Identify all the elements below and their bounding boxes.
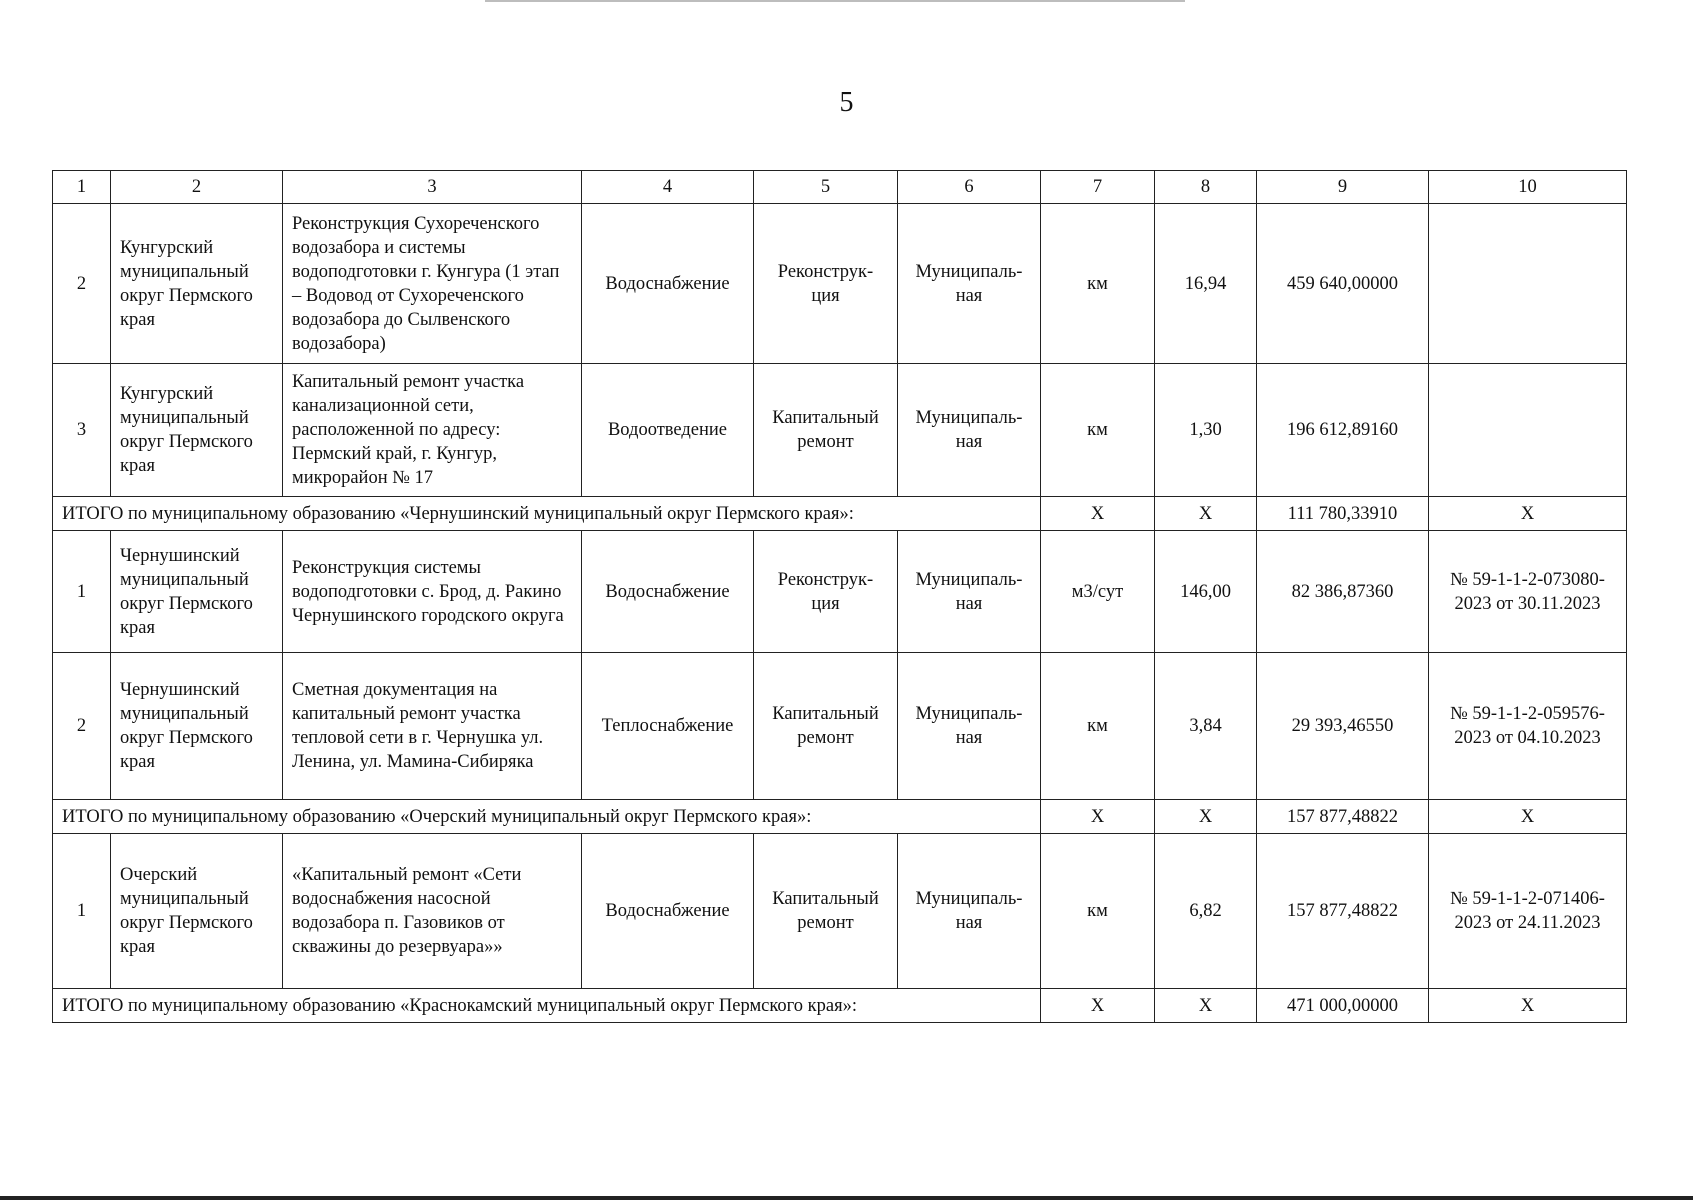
cost-cell: 29 393,46550 <box>1257 653 1429 800</box>
row-number-cell: 1 <box>53 531 111 653</box>
ownership-cell: Муниципаль- ная <box>898 204 1041 364</box>
work-type-cell: Капитальный ремонт <box>754 364 898 497</box>
table-row <box>53 364 1627 497</box>
capacity-cell: 16,94 <box>1155 204 1257 364</box>
object-name-cell: Реконструкция системы водоподготовки с. Брод, д. Ракино Чернушинского городского округа <box>283 531 582 653</box>
column-number: 6 <box>898 171 1041 204</box>
row-number-cell: 1 <box>53 834 111 989</box>
cost-cell: 196 612,89160 <box>1257 364 1429 497</box>
bottom-scan-edge <box>0 1196 1693 1200</box>
column-number: 8 <box>1155 171 1257 204</box>
capacity-cell: Х <box>1155 800 1257 834</box>
municipality-cell: Очерский муниципальный округ Пермского края <box>111 834 283 989</box>
expertise-cell: Х <box>1429 989 1627 1023</box>
cost-cell: 471 000,00000 <box>1257 989 1429 1023</box>
table-row <box>53 204 1627 364</box>
unit-cell: Х <box>1041 989 1155 1023</box>
work-type-cell: Капитальный ремонт <box>754 834 898 989</box>
column-number: 2 <box>111 171 283 204</box>
expertise-cell: Х <box>1429 800 1627 834</box>
subtotal-label: ИТОГО по муниципальному образованию «Краснокамский муниципальный округ Пермского края»: <box>53 989 1041 1023</box>
ownership-cell: Муниципаль- ная <box>898 531 1041 653</box>
expertise-cell: № 59-1-1-2-071406-2023 от 24.11.2023 <box>1429 834 1627 989</box>
capacity-cell: 146,00 <box>1155 531 1257 653</box>
row-number-cell: 3 <box>53 364 111 497</box>
cost-cell: 157 877,48822 <box>1257 834 1429 989</box>
capacity-cell: Х <box>1155 497 1257 531</box>
cost-cell: 459 640,00000 <box>1257 204 1429 364</box>
column-number: 4 <box>582 171 754 204</box>
unit-cell: Х <box>1041 497 1155 531</box>
object-name-cell: Капитальный ремонт участка канализационной сети, расположенной по адресу: Пермский край, г. Кунгур, микрорайон № 17 <box>283 364 582 497</box>
municipality-cell: Чернушинский муниципальный округ Пермского края <box>111 531 283 653</box>
object-name-cell: «Капитальный ремонт «Сети водоснабжения насосной водозабора п. Газовиков от скважины до резервуара»» <box>283 834 582 989</box>
sphere-cell: Водоснабжение <box>582 204 754 364</box>
column-number: 7 <box>1041 171 1155 204</box>
sphere-cell: Теплоснабжение <box>582 653 754 800</box>
column-number: 9 <box>1257 171 1429 204</box>
ownership-cell: Муниципаль- ная <box>898 364 1041 497</box>
sphere-cell: Водоотведение <box>582 364 754 497</box>
unit-cell: км <box>1041 834 1155 989</box>
table-row <box>53 531 1627 653</box>
subtotal-row <box>53 989 1627 1023</box>
capacity-cell: 3,84 <box>1155 653 1257 800</box>
column-number-row <box>53 171 1627 204</box>
object-name-cell: Сметная документация на капитальный ремонт участка тепловой сети в г. Чернушка ул. Ленина, ул. Мамина-Сибиряка <box>283 653 582 800</box>
row-number-cell: 2 <box>53 204 111 364</box>
object-name-cell: Реконструкция Сухореченского водозабора и системы водоподготовки г. Кунгура (1 этап – Водовод от Сухореченского водозабора до Сылвенского водозабора) <box>283 204 582 364</box>
capacity-cell: 6,82 <box>1155 834 1257 989</box>
unit-cell: км <box>1041 204 1155 364</box>
expertise-cell: Х <box>1429 497 1627 531</box>
work-type-cell: Капитальный ремонт <box>754 653 898 800</box>
unit-cell: км <box>1041 364 1155 497</box>
unit-cell: км <box>1041 653 1155 800</box>
ownership-cell: Муниципаль- ная <box>898 653 1041 800</box>
projects-table <box>52 170 1627 1023</box>
municipality-cell: Кунгурский муниципальный округ Пермского края <box>111 204 283 364</box>
table-row <box>53 834 1627 989</box>
top-scan-edge <box>485 0 1185 2</box>
column-number: 5 <box>754 171 898 204</box>
column-number: 1 <box>53 171 111 204</box>
column-number: 10 <box>1429 171 1627 204</box>
unit-cell: Х <box>1041 800 1155 834</box>
expertise-cell: № 59-1-1-2-059576-2023 от 04.10.2023 <box>1429 653 1627 800</box>
subtotal-row <box>53 497 1627 531</box>
column-number: 3 <box>283 171 582 204</box>
subtotal-label: ИТОГО по муниципальному образованию «Очерский муниципальный округ Пермского края»: <box>53 800 1041 834</box>
unit-cell: м3/сут <box>1041 531 1155 653</box>
municipality-cell: Кунгурский муниципальный округ Пермского края <box>111 364 283 497</box>
cost-cell: 157 877,48822 <box>1257 800 1429 834</box>
expertise-cell <box>1429 204 1627 364</box>
capacity-cell: 1,30 <box>1155 364 1257 497</box>
subtotal-row <box>53 800 1627 834</box>
row-number-cell: 2 <box>53 653 111 800</box>
sphere-cell: Водоснабжение <box>582 834 754 989</box>
sphere-cell: Водоснабжение <box>582 531 754 653</box>
work-type-cell: Реконструк- ция <box>754 531 898 653</box>
page-number: 5 <box>839 87 854 118</box>
expertise-cell: № 59-1-1-2-073080-2023 от 30.11.2023 <box>1429 531 1627 653</box>
table-row <box>53 653 1627 800</box>
work-type-cell: Реконструк- ция <box>754 204 898 364</box>
cost-cell: 82 386,87360 <box>1257 531 1429 653</box>
subtotal-label: ИТОГО по муниципальному образованию «Чернушинский муниципальный округ Пермского края»: <box>53 497 1041 531</box>
expertise-cell <box>1429 364 1627 497</box>
cost-cell: 111 780,33910 <box>1257 497 1429 531</box>
capacity-cell: Х <box>1155 989 1257 1023</box>
municipality-cell: Чернушинский муниципальный округ Пермского края <box>111 653 283 800</box>
ownership-cell: Муниципаль- ная <box>898 834 1041 989</box>
